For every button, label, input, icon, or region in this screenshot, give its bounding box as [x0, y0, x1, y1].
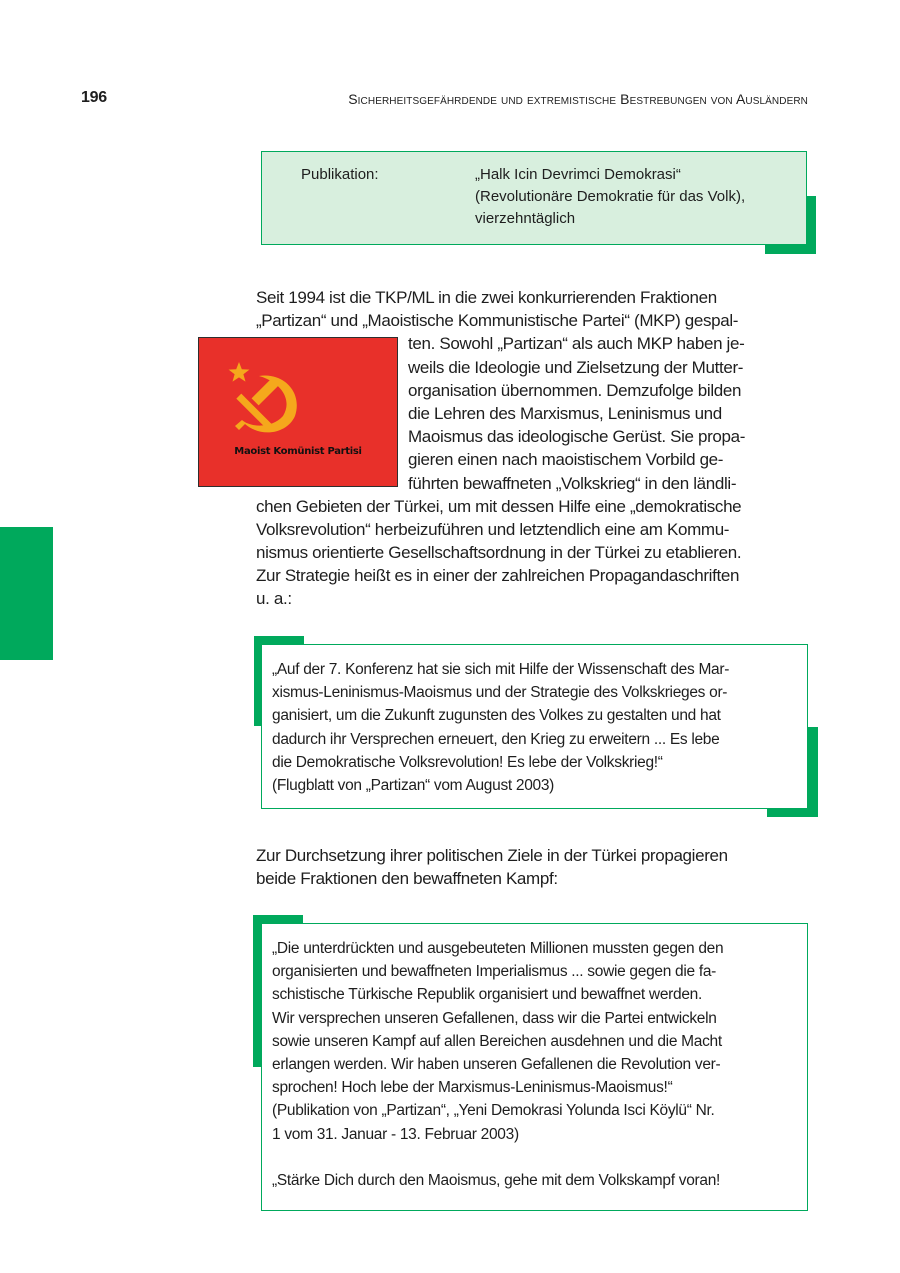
text-line: u. a.: — [256, 589, 292, 609]
text-line: gieren einen nach maoistischem Vorbild ge- — [408, 450, 724, 470]
quote-line: organisierten und bewaffneten Imperialismus ... sowie gegen die fa- — [272, 963, 717, 981]
quote-box-flugblatt — [261, 644, 808, 809]
running-title: Sicherheitsgefährdende und extremistische Bestrebungen von Ausländern — [348, 91, 808, 107]
publication-line: (Revolutionäre Demokratie für das Volk), — [475, 188, 746, 205]
text-line: die Lehren des Marxismus, Leninismus und — [408, 403, 722, 423]
quote-line: erlangen werden. Wir haben unseren Gefallenen die Revolution ver- — [272, 1055, 721, 1073]
quote-line: „Stärke Dich durch den Maoismus, gehe mit dem Volkskampf voran! — [272, 1171, 721, 1189]
quote-text — [272, 937, 723, 1192]
quote-line: schistische Türkische Republik organisiert und bewaffnet werden. — [272, 986, 702, 1004]
text-line: beide Fraktionen den bewaffneten Kampf: — [256, 869, 558, 889]
publication-details — [475, 164, 745, 230]
quote-line: xismus-Leninismus-Maoismus und der Strategie des Volkskrieges or- — [272, 684, 728, 702]
publication-line: vierzehntäglich — [475, 210, 576, 227]
quote-spacer — [272, 1146, 723, 1169]
text-line: nismus orientierte Gesellschaftsordnung in der Türkei zu etablieren. — [256, 543, 742, 563]
text-line: führten bewaffneten „Volkskrieg“ in den ländli- — [408, 473, 737, 493]
quote-accent-left — [253, 915, 261, 1067]
hammer-sickle-star-icon — [221, 354, 316, 439]
text-line: weils die Ideologie und Zielsetzung der Mutter- — [408, 357, 744, 377]
text-line: Zur Strategie heißt es in einer der zahlreichen Propagandaschriften — [256, 566, 740, 586]
text-line: Zur Durchsetzung ihrer politischen Ziele in der Türkei propagieren — [256, 846, 728, 865]
page-number: 196 — [81, 89, 107, 106]
publication-line: „Halk Icin Devrimci Demokrasi“ — [475, 166, 681, 183]
publication-label: Publikation: — [301, 166, 379, 183]
quote-line: ganisiert, um die Zukunft zugunsten des Volkes zu gestalten und hat — [272, 707, 721, 725]
quote-text — [272, 658, 729, 797]
text-line: „Partizan“ und „Maoistische Kommunistische Partei“ (MKP) gespal- — [256, 311, 739, 331]
quote-line: „Die unterdrückten und ausgebeuteten Millionen mussten gegen den — [272, 940, 724, 957]
quote-line: sowie unseren Kampf auf allen Bereichen ausdehnen und die Macht — [272, 1032, 722, 1050]
quote-source: (Flugblatt von „Partizan“ vom August 2003) — [272, 776, 555, 794]
text-line: Maoismus das ideologische Gerüst. Sie propa- — [408, 427, 746, 447]
flag-caption: Maoist Komünist Partisi — [234, 446, 362, 457]
text-line: organisation übernommen. Demzufolge bilden — [408, 380, 742, 400]
mkp-flag-image — [198, 337, 398, 487]
text-line: chen Gebieten der Türkei, um mit dessen Hilfe eine „demokratische — [256, 496, 742, 516]
text-line: Volksrevolution“ herbeizuführen und letztendlich eine am Kommu- — [256, 519, 730, 539]
chapter-tab-marker — [0, 527, 53, 660]
publication-box — [261, 151, 807, 245]
quote-line: dadurch ihr Versprechen erneuert, den Krieg zu erweitern ... Es lebe — [272, 730, 720, 748]
paragraph-armed-struggle — [256, 844, 728, 890]
quote-line: sprochen! Hoch lebe der Marxismus-Leninismus-Maoismus!“ — [272, 1079, 673, 1097]
text-line: ten. Sowohl „Partizan“ als auch MKP haben je- — [408, 334, 745, 354]
quote-source: (Publikation von „Partizan“, „Yeni Demokrasi Yolunda Isci Köylü“ Nr. — [272, 1102, 715, 1120]
quote-line: „Auf der 7. Konferenz hat sie sich mit Hilfe der Wissenschaft des Mar- — [272, 661, 730, 678]
quote-line: Wir versprechen unseren Gefallenen, dass wir die Partei entwickeln — [272, 1009, 717, 1027]
quote-source: 1 vom 31. Januar - 13. Februar 2003) — [272, 1125, 519, 1143]
quote-box-publication — [261, 923, 808, 1211]
quote-line: die Demokratische Volksrevolution! Es lebe der Volkskrieg!“ — [272, 753, 663, 771]
text-line: Seit 1994 ist die TKP/ML in die zwei konkurrierenden Fraktionen — [256, 288, 717, 307]
